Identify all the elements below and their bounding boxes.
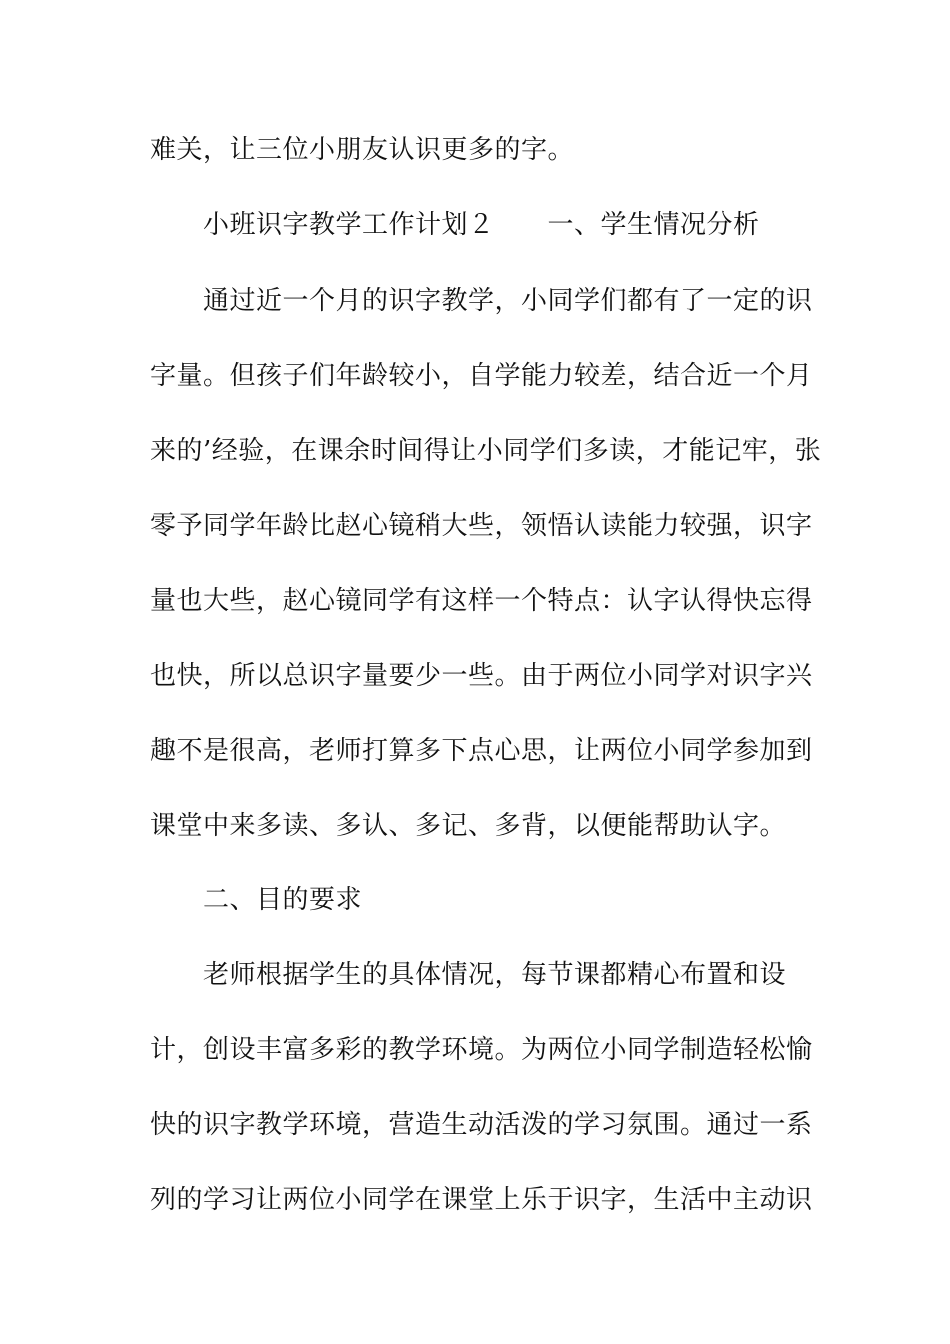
paragraph-line: 计，创设丰富多彩的教学环境。为两位小同学制造轻松愉 — [150, 1035, 813, 1065]
paragraph-line: 也快，所以总识字量要少一些。由于两位小同学对识字兴 — [150, 661, 813, 691]
paragraph-line: 通过近一个月的识字教学，小同学们都有了一定的识 — [203, 286, 813, 316]
paragraph-line: 来的’经验，在课余时间得让小同学们多读，才能记牢，张 — [150, 436, 822, 466]
section-heading-line: 二、目的要求 — [203, 885, 363, 915]
paragraph-line: 难关，让三位小朋友认识更多的字。 — [150, 135, 575, 165]
paragraph-line: 快的识字教学环境，营造生动活泼的学习氛围。通过一系 — [150, 1110, 813, 1140]
paragraph-line: 字量。但孩子们年龄较小，自学能力较差，结合近一个月 — [150, 361, 813, 391]
paragraph-line: 列的学习让两位小同学在课堂上乐于识字，生活中主动识 — [150, 1185, 813, 1215]
paragraph-line: 趣不是很高，老师打算多下点心思，让两位小同学参加到 — [150, 736, 813, 766]
paragraph-line: 零予同学年龄比赵心镜稍大些，领悟认读能力较强，识字 — [150, 511, 813, 541]
paragraph-line: 课堂中来多读、多认、多记、多背，以便能帮助认字。 — [150, 811, 787, 841]
paragraph-line: 量也大些，赵心镜同学有这样一个特点：认字认得快忘得 — [150, 586, 813, 616]
section-heading-line: 小班识字教学工作计划２ 一、学生情况分析 — [203, 210, 760, 240]
paragraph-line: 老师根据学生的具体情况，每节课都精心布置和设 — [203, 960, 787, 990]
